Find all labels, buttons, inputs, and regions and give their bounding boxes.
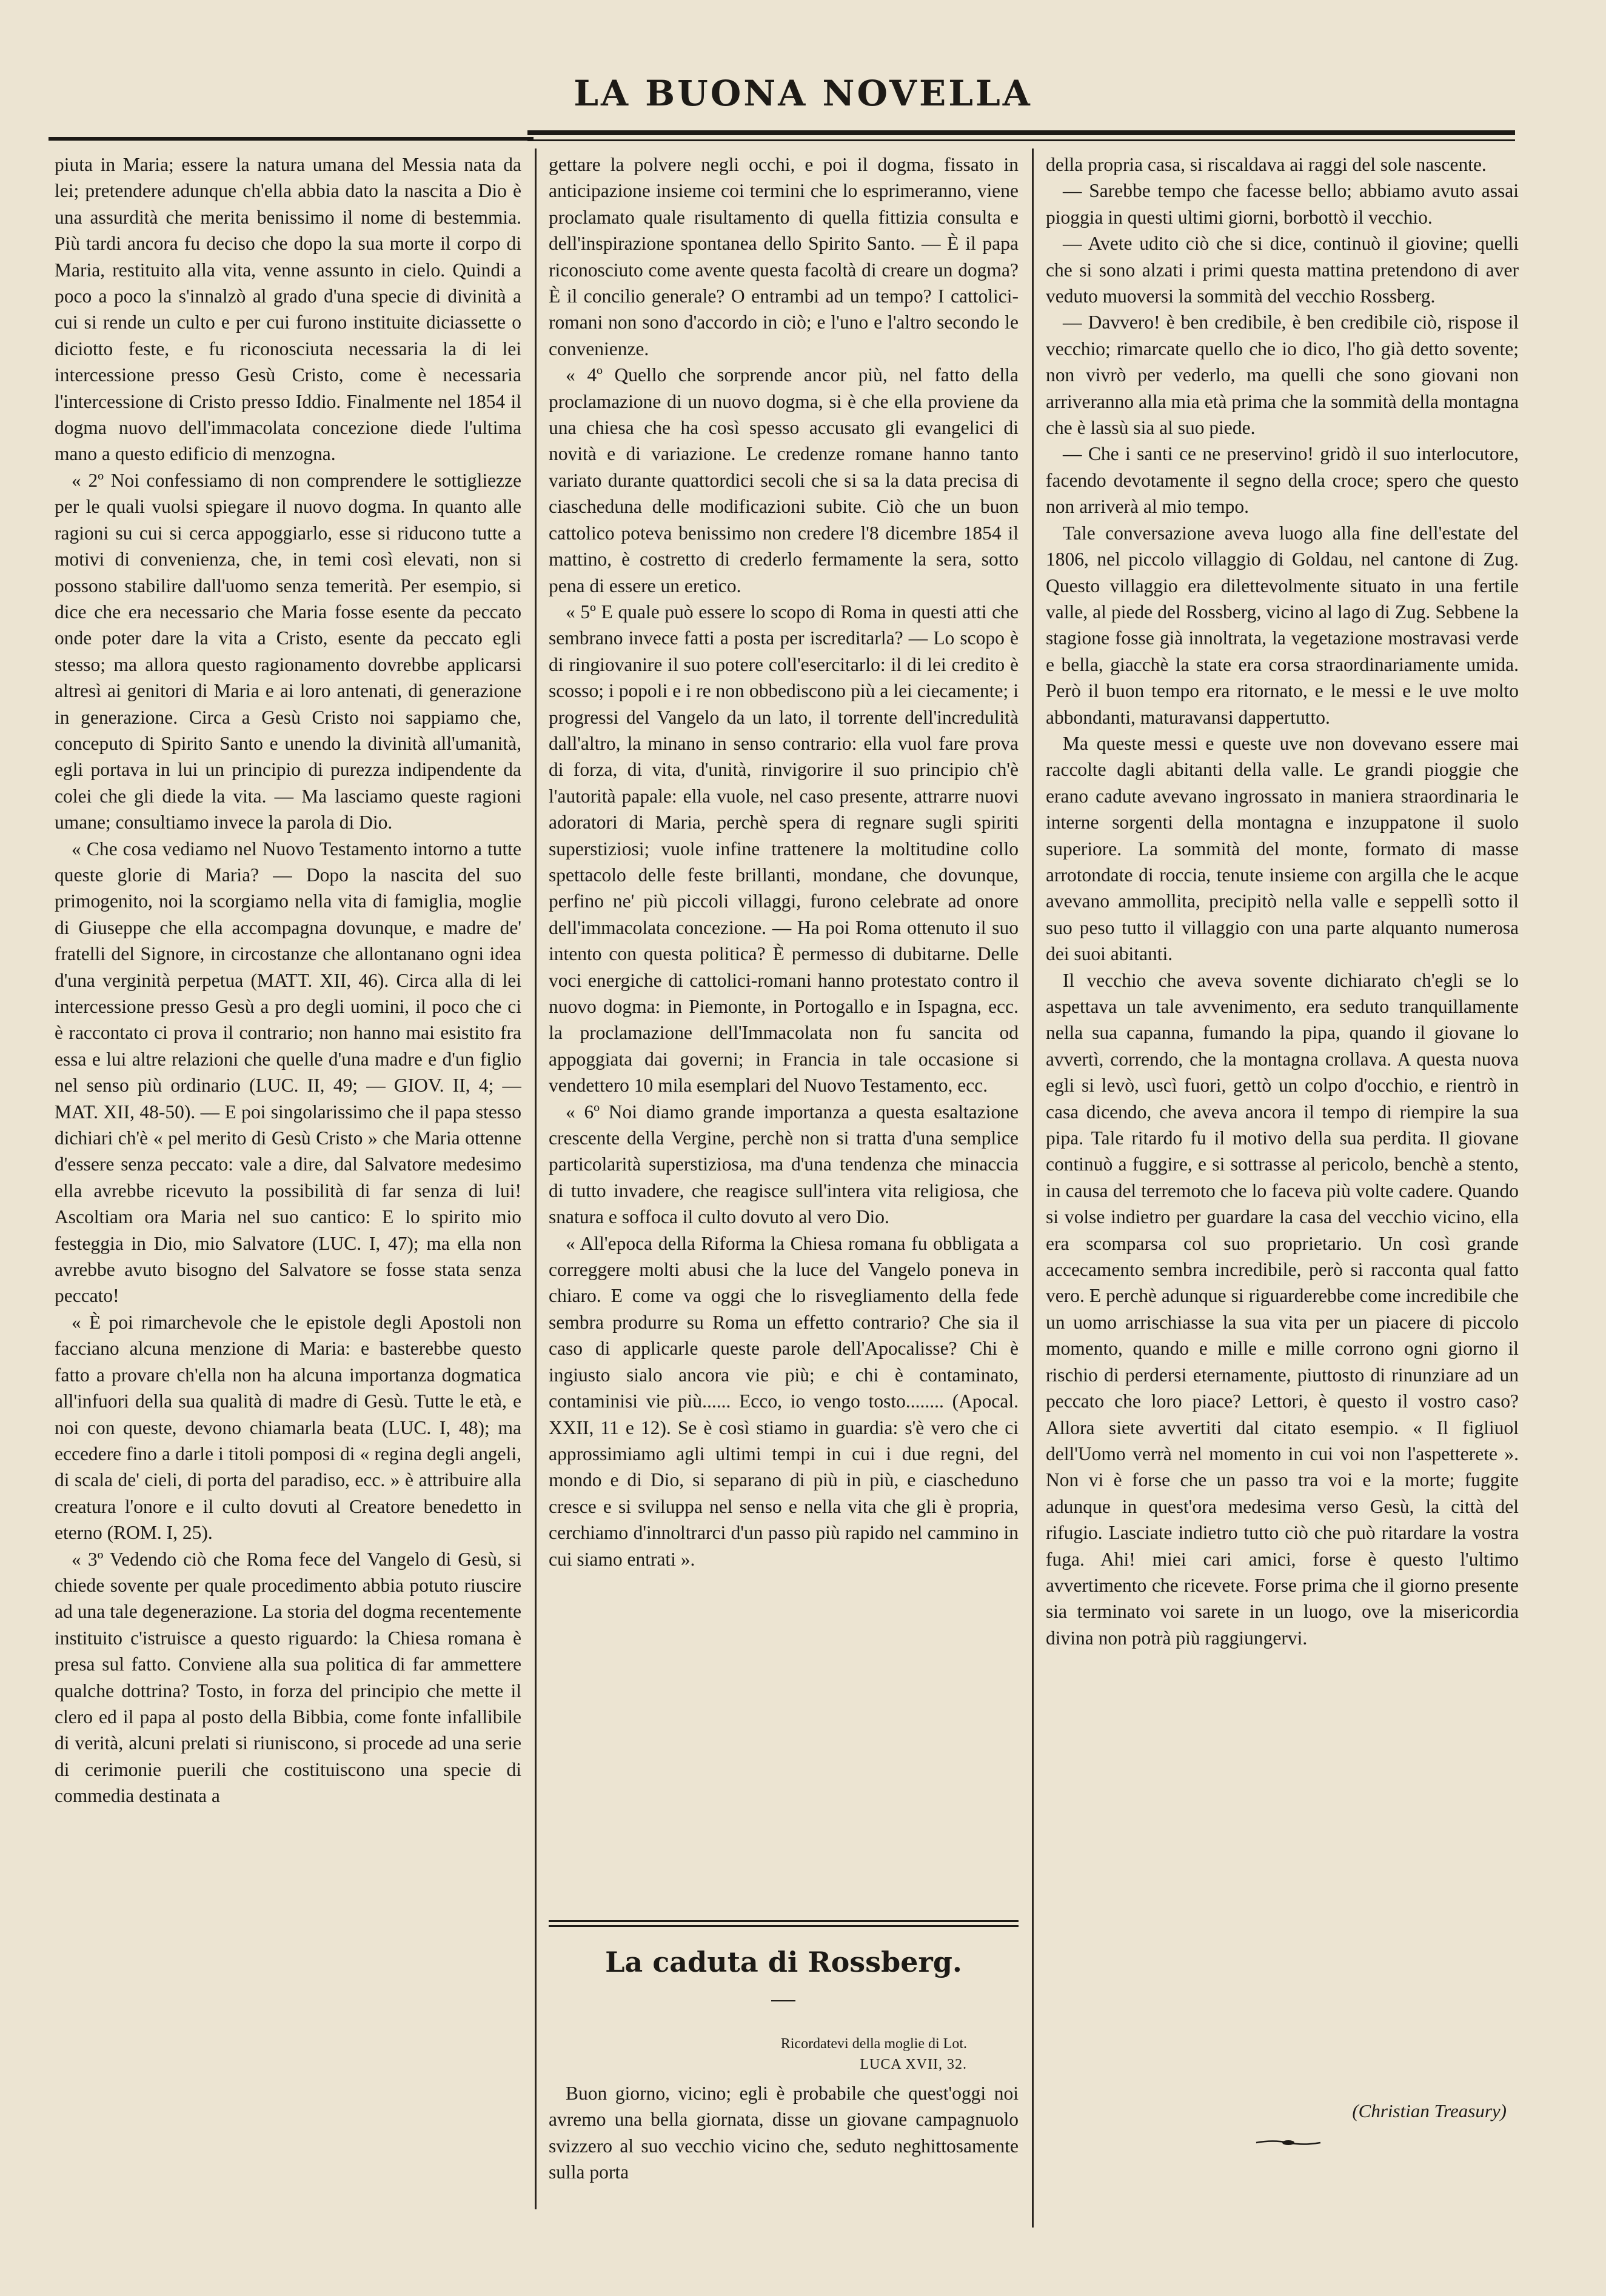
paragraph: — Avete udito ciò che si dice, continuò il giovine; quelli che si sono alzati i primi questa mattina pretendono di aver veduto muoversi la sommità del vecchio Rossberg.	[1046, 233, 1519, 307]
paragraph: « È poi rimarchevole che le epistole degli Apostoli non facciano alcuna menzione di Maria: e basterebbe questo fatto a provare ch'ella non ha alcuna importanza dogmatica all'infuori della sua qualità di madre di Gesù. Tutte le età, e noi con queste, devono chiamarla beata (LUC. I, 48); ma eccedere fino a darle i titoli pomposi di « regina degli angeli, di scala de' cieli, di porta del paradiso, ecc. » è attribuire alla creatura l'onore e il culto dovuti al Creatore benedetto in eterno (ROM. I, 25).	[55, 1311, 521, 1544]
column-1	[55, 152, 521, 2212]
masthead: LA BUONA NOVELLA	[574, 73, 1032, 114]
article-body-start	[549, 2080, 1019, 2186]
column-divider-1	[535, 149, 537, 2209]
paragraph: Il vecchio che aveva sovente dichiarato ch'egli se lo aspettava un tale avvenimento, era seduto tranquillamente nella sua capanna, fumando la pipa, quando il giovane lo avvertì, correndo, che la montagna crollava. A questa nuova egli si levò, uscì fuori, gettò un colpo d'occhio, e rientrò in casa dicendo, che aveva ancora il tempo di riempire la sua pipa. Tale ritardo fu il motivo della sua perdita. Il giovane continuò a fuggire, e si sottrasse al pericolo, benchè a stento, in causa del terremoto che lo faceva più volte cadere. Quando si volse indietro per guardare la casa del vecchio vicino, ella era scomparsa col suo proprietario. Un così grande accecamento sembra incredibile, però si racconta qual fatto vero. E perchè adunque si riguarderebbe come incredibile che un uomo arrischiasse la sua vita per un piacere di piccolo momento, quando e mille e mille corrono ogni giorno il rischio di perdersi eternamente, piuttosto di rinunziare ad un peccato che loro piace? Lettori, è questo il vostro caso? Allora siete avvertiti dal citato esempio. « Il figliuol dell'Uomo verrà nel momento in cui voi non l'aspetterete ». Non vi è forse che un passo tra voi e la morte; fuggite adunque in quest'ora medesima verso Gesù, la città del rifugio. Lasciate indietro tutto ciò che può ritardare la vostra fuga. Ahi! miei cari amici, forse è questo l'ultimo avvertimento che ricevete. Forse prima che il giorno presente sia terminato voi sarete in un luogo, ove la misericordia divina non potrà più raggiungervi.	[1046, 969, 1519, 1649]
epigraph-reference: LUCA XVII, 32.	[860, 2057, 967, 2072]
column-3	[1046, 152, 1519, 2140]
paragraph: « 2º Noi confessiamo di non comprendere le sottigliezze per le quali vuolsi spiegare il nuovo dogma. In quanto alle ragioni su cui si cerca appoggiarlo, esse si riducono tutte a motivi di convenienza, che, in temi così elevati, non si possono stabilire dall'uomo senza temerità. Per esempio, si dice che era necessario che Maria fosse esente da peccato onde poter dare la vita a Cristo, esente da peccato egli stesso; ma allora questo ragionamento dovrebbe applicarsi altresì ai genitori di Maria e ai loro antenati, di generazione in generazione. Circa a Gesù Cristo noi sappiamo che, conceputo di Spirito Santo e unendo la divinità all'umanità, egli portava in lui un principio di purezza indipendente da colei che gli diede la vita. — Ma lasciamo queste ragioni umane; consultiamo invece la parola di Dio.	[55, 469, 521, 833]
paragraph: Buon giorno, vicino; egli è probabile che quest'oggi noi avremo una bella giornata, disse un giovane campagnuolo svizzero al suo vecchio vicino che, seduto neghittosamente sulla porta	[549, 2083, 1019, 2183]
article-separator	[549, 1920, 1019, 1930]
article-title: La caduta di Rossberg.	[605, 1946, 962, 1978]
paragraph: — Davvero! è ben credibile, è ben credibile ciò, rispose il vecchio; rimarcate quello che io dico, l'ho già detto sovente; non vivrò per vederlo, ma quelli che sono giovani non arriveranno alla mia età prima che la sommità della montagna che è lassù sia al suo piede.	[1046, 312, 1519, 439]
paragraph: « 3º Vedendo ciò che Roma fece del Vangelo di Gesù, si chiede sovente per quale procedimento abbia potuto riuscire ad una tale degenerazione. La storia del dogma recentemente instituito c'istruisce a questo riguardo: la Chiesa romana è presa sul fatto. Conviene alla sua politica di far ammettere qualche dottrina? Tosto, in forza del principio che mette il clero ed il papa al posto della Bibbia, come fonte infallibile di verità, alcuni prelati si riuniscono, si procede ad una serie di cerimonie puerili che costituiscono una specie di commedia destinata a	[55, 1548, 521, 1807]
paragraph: Ma queste messi e queste uve non dovevano essere mai raccolte dagli abitanti della valle. Le grandi pioggie che erano cadute avevano ingrossato in maniera straordinaria le interne sorgenti della montagna e inzuppatone il suolo superiore. La sommità del monte, formato di masse arrotondate di roccia, tenute insieme con argilla che le acque avevano ammollita, precipitò nella valle e seppellì sotto il suo peso tutto il villaggio con una parte alquanto numerosa dei suoi abitanti.	[1046, 732, 1519, 965]
epigraph	[549, 2034, 967, 2075]
column-divider-2	[1032, 149, 1034, 2228]
paragraph: « 6º Noi diamo grande importanza a questa esaltazione crescente della Vergine, perchè non si tratta d'una semplice particolarità superstiziosa, ma d'una tendenza che minaccia di tutto invadere, che reagisce sull'intera vita religiosa, che snatura e soffoca il culto dovuto al vero Dio.	[549, 1101, 1019, 1228]
paragraph: « 4º Quello che sorprende ancor più, nel fatto della proclamazione di un nuovo dogma, si è che ella proviene da una chiesa che ha così spesso accusato gli evangelici di novità e di variazione. Le credenze romane hanno tanto variato durante quattordici secoli che si sa la data precisa di ciascheduna delle modificazioni subite. Ciò che un buon cattolico poteva benissimo non credere l'8 dicembre 1854 il mattino, è costretto di crederlo fermamente la sera, sotto pena di essere un eretico.	[549, 364, 1019, 596]
paragraph: gettare la polvere negli occhi, e poi il dogma, fissato in anticipazione insieme coi termini che lo esprimeranno, viene proclamato quale risultamento di quella fittizia consulta e dell'inspirazione spontanea dello Spirito Santo. — È il papa riconosciuto come avente questa facoltà di creare un dogma? È il concilio generale? O entrambi ad un tempo? I cattolici-romani non sono d'accordo in ciò; e l'uno e l'altro secondo le convenienze.	[549, 154, 1019, 359]
column-2	[549, 152, 1019, 1934]
paragraph: « Che cosa vediamo nel Nuovo Testamento intorno a tutte queste glorie di Maria? — Dopo la nascita del suo primogenito, noi la scorgiamo nella vita di famiglia, moglie di Giuseppe che ella accompagna dovunque, e madre de' fratelli del Signore, in circostanze che allontanano ogni idea d'una verginità perpetua (MATT. XII, 46). Circa alla di lei intercessione presso Gesù a pro degli uomini, il poco che ci è raccontato ci prova il contrario; non hanno mai esistito fra essa e lui altre relazioni che quelle d'una madre e d'un figlio nel senso più ordinario (LUC. II, 49; — GIOV. II, 4; — MAT. XII, 48-50). — E poi singolarissimo che il papa stesso dichiari ch'è « pel merito di Gesù Cristo » che Maria ottenne d'essere senza peccato: vale a dire, dal Salvatore medesimo ella avrebbe ricevuto la possibilità di far senza di lui! Ascoltiam ora Maria nel suo cantico: E lo spirito mio festeggia in Dio, mio Salvatore (LUC. I, 47); ma ella non avrebbe avuto bisogno del Salvatore se fosse stata senza peccato!	[55, 838, 521, 1307]
paragraph: « All'epoca della Riforma la Chiesa romana fu obbligata a correggere molti abusi che la luce del Vangelo poneva in chiaro. E come va oggi che lo risvegliamento della fede sembra produrre su Roma un effetto contrario? Che sia il caso di applicarle queste parole dell'Apocalisse? Chi è ingiusto sialo ancora vie più; e chi è contaminato, contaminisi vie più...... Ecco, io vengo tosto........ (Apocal. XXII, 11 e 12). Se è così stiamo in guardia: s'è vero che ci approssimiamo agli ultimi tempi in cui i due regni, del mondo e di Dio, si separano di più in più, e ciascheduno cresce e si sviluppa nel senso e nella vita che gli è propria, cerchiamo d'innoltrarci d'un passo più rapido nel cammino in cui siamo entrati ».	[549, 1232, 1019, 1570]
paragraph: — Che i santi ce ne preservino! gridò il suo interlocutore, facendo devotamente il segno della croce; spero che questo non arriverà al mio tempo.	[1046, 443, 1519, 518]
masthead-rule-thin	[527, 139, 1515, 141]
paragraph: — Sarebbe tempo che facesse bello; abbiamo avuto assai pioggia in questi ultimi giorni, borbottò il vecchio.	[1046, 180, 1519, 228]
epigraph-text: Ricordatevi della moglie di Lot.	[780, 2036, 967, 2052]
paragraph: della propria casa, si riscaldava ai raggi del sole nascente.	[1046, 154, 1487, 175]
paragraph: « 5º E quale può essere lo scopo di Roma in questi atti che sembrano invece fatti a posta per iscreditarla? — Lo scopo è di ringiovanire il suo potere coll'esercitarlo: il di lei credito è scosso; i popoli e i re non obbediscono più a lei ciecamente; i progressi del Vangelo da un lato, il torrente dell'incredulità dall'altro, la minano in senso contrario: ella vuol fare prova di forza, di vita, d'unità, rinvigorire il suo principio ch'è l'autorità papale: ella vuole, nel caso presente, attrarre nuovi adoratori di Maria, perchè spera di regnare sugli spiriti superstiziosi; vuole infine trattenere la moltitudine collo spettacolo delle feste brillanti, mondane, che dovunque, perfino ne' più piccoli villaggi, furono celebrate ad onore dell'immacolata concezione. — Ha poi Roma ottenuto il suo intento con questa politica? È permesso di dubitarne. Delle voci energiche di cattolici-romani hanno protestato contro il nuovo dogma: in Piemonte, in Portogallo e in Ispagna, ecc. la proclamazione dell'Immacolata non fu sancita od appoggiata dai governi; in Francia in tale occasione si vendettero 10 mila esemplari del Nuovo Testamento, ecc.	[549, 601, 1019, 1096]
title-dash	[771, 2000, 795, 2001]
masthead-rule-thick	[527, 130, 1515, 135]
masthead-rule-left	[49, 137, 534, 141]
paragraph: piuta in Maria; essere la natura umana del Messia nata da lei; pretendere adunque ch'ella abbia dato la nascita a Dio è una assurdità che merita benissimo il nome di bestemmia. Più tardi ancora fu deciso che dopo la sua morte il corpo di Maria, restituito alla vita, venne assunto in cielo. Quindi a poco a poco la s'innalzò al grado d'una specie di divinità a cui si rende un culto e per cui furono instituite diciassette o diciotto feste, e fu riconosciuta necessaria la di lei intercessione presso Gesù Cristo, come è necessaria l'intercessione di Cristo presso Iddio. Finalmente nel 1854 il dogma nuovo dell'immacolata concezione diede l'ultima mano a questo edificio di menzogna.	[55, 154, 521, 465]
end-ornament-icon	[1255, 2138, 1322, 2147]
paragraph: Tale conversazione aveva luogo alla fine dell'estate del 1806, nel piccolo villaggio di Goldau, nel cantone di Zug. Questo villaggio era dilettevolmente situato in una fertile valle, al piede del Rossberg, vicino al lago di Zug. Sebbene la stagione fosse già innoltrata, la vegetazione mostravasi verde e bella, giacchè la state era corsa straordinariamente umida. Però il buon tempo era ritornato, e le messi e le uve molto abbondanti, maturavansi dappertutto.	[1046, 522, 1519, 728]
source-signature: (Christian Treasury)	[1352, 2100, 1507, 2121]
